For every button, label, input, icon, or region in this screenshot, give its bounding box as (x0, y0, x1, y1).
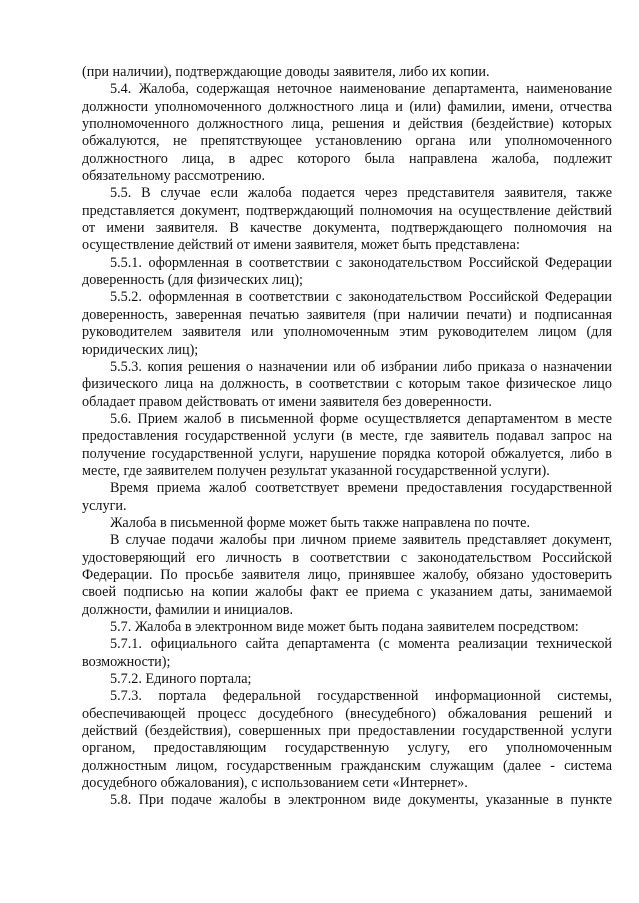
paragraph-5-7-1: 5.7.1. официального сайта департамента (с момента реализации технической возможности); (82, 636, 612, 670)
paragraph-5-4: 5.4. Жалоба, содержащая неточное наименование департамента, наименование должности уполномоченного должностного лица и (или) фамилии, имени, отчества уполномоченного должностного лица, решения и действия (бездействие) которых обжалуются, не препятствующее установлению органа или уполномоченного должностного лица, в адрес которого была направлена жалоба, подлежит обязательному рассмотрению. (82, 81, 612, 185)
paragraph-by-mail: Жалоба в письменной форме может быть также направлена по почте. (110, 514, 531, 531)
paragraph-5-6: 5.6. Прием жалоб в письменной форме осуществляется департаментом в месте предоставления государственной услуги (в месте, где заявитель подавал запрос на получение государственной услуги, нарушение порядка которой обжалуется, либо в месте, где заявителем получен результат указанной государственной услуги). (82, 410, 612, 479)
paragraph-5-5-2: 5.5.2. оформленная в соответствии с законодательством Российской Федерации доверенность, заверенная печатью заявителя (при наличии печати) и подписанная руководителем заявителя или уполномоченным этим руководителем лицом (для юридических лиц); (82, 289, 612, 358)
paragraph-5-8: 5.8. При подаче жалобы в электронном виде документы, указанные в пункте (110, 792, 612, 809)
paragraph-5-5-1: 5.5.1. оформленная в соответствии с законодательством Российской Федерации доверенность (для физических лиц); (82, 254, 612, 289)
paragraph-5-5-3: 5.5.3. копия решения о назначении или об избрании либо приказа о назначении физического лица на должность, в соответствии с которым такое физическое лицо обладает правом действовать от имени заявителя без доверенности. (82, 358, 612, 410)
paragraph-5-5: 5.5. В случае если жалоба подается через представителя заявителя, также представляется документ, подтверждающий полномочия на осуществление действий от имени заявителя. В качестве документа, подтверждающего полномочия на осуществление действий от имени заявителя, может быть представлена: (82, 185, 612, 254)
paragraph-reception-time: Время приема жалоб соответствует времени предоставления государственной услуги. (82, 480, 612, 514)
paragraph-continuation: (при наличии), подтверждающие доводы заявителя, либо их копии. (82, 64, 490, 80)
document-page (82, 64, 612, 810)
paragraph-personal-reception: В случае подачи жалобы при личном приеме заявитель представляет документ, удостоверяющий его личность в соответствии с законодательством Российской Федерации. По просьбе заявителя лицо, принявшее жалобу, обязано удостоверить своей подписью на копии жалобы факт ее приема с указанием даты, занимаемой должности, фамилии и инициалов. (82, 532, 612, 618)
paragraph-5-7-3: 5.7.3. портала федеральной государственной информационной системы, обеспечивающей процесс досудебного (внесудебного) обжалования решений и действий (бездействия), совершенных при предоставлении государственной услуги органом, предоставляющим государственную услугу, его уполномоченным должностным лицом, государственным гражданским служащим (далее - система досудебного обжалования), с использованием сети «Интернет». (82, 688, 612, 792)
paragraph-5-7: 5.7. Жалоба в электронном виде может быть подана заявителем посредством: (110, 619, 579, 635)
paragraph-5-7-2: 5.7.2. Единого портала; (110, 671, 252, 688)
